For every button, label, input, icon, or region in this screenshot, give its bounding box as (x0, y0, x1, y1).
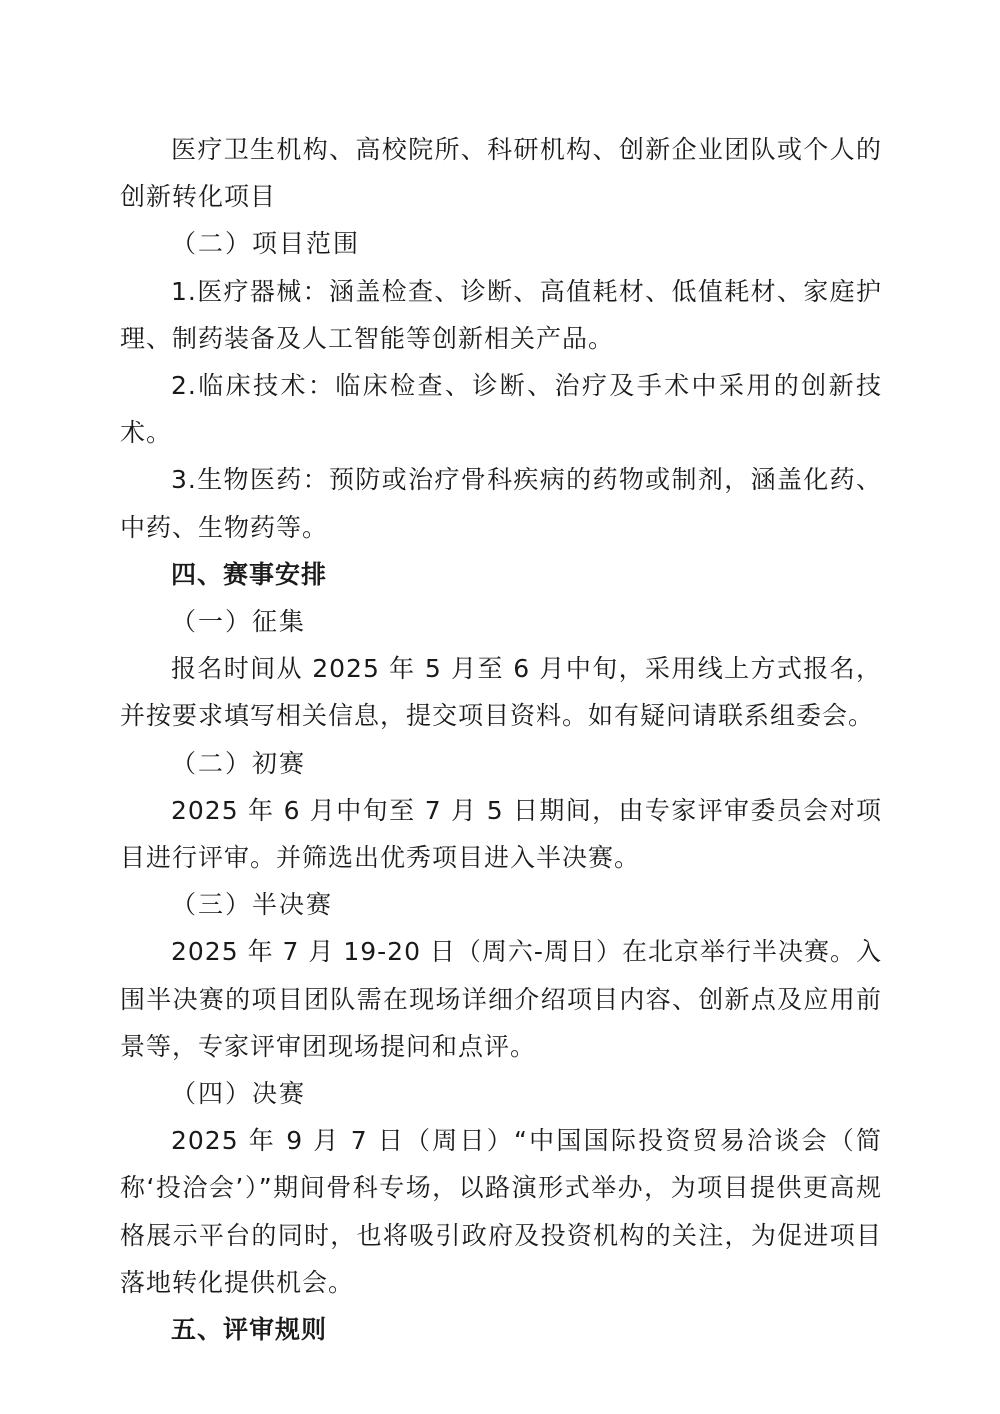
subheading-project-scope: （二）项目范围 (171, 229, 361, 259)
paragraph-medical-devices: 1.医疗器械：涵盖检查、诊断、高值耗材、低值耗材、家庭护理、制药装备及人工智能等创新相关产品。 (120, 276, 882, 353)
heading-review-rules: 五、评审规则 (171, 1315, 328, 1345)
subheading-final: （四）决赛 (171, 1079, 307, 1109)
subheading-preliminary: （二）初赛 (171, 748, 307, 778)
subheading-semifinal: （三）半决赛 (171, 890, 334, 920)
document-body (120, 126, 882, 1353)
paragraph-clinical-technology: 2.临床技术：临床检查、诊断、治疗及手术中采用的创新技术。 (120, 371, 882, 448)
paragraph-semifinal: 2025 年 7 月 19-20 日（周六-周日）在北京举行半决赛。入围半决赛的项目团队需在现场详细介绍项目内容、创新点及应用前景等，专家评审团现场提问和点评。 (120, 937, 882, 1061)
subheading-collection: （一）征集 (171, 607, 307, 637)
heading-schedule: 四、赛事安排 (171, 559, 328, 589)
paragraph-preliminary-review: 2025 年 6 月中旬至 7 月 5 日期间，由专家评审委员会对项目进行评审。并筛选出优秀项目进入半决赛。 (120, 795, 882, 873)
paragraph-registration: 报名时间从 2025 年 5 月至 6 月中旬，采用线上方式报名，并按要求填写相关信息，提交项目资料。如有疑问请联系组委会。 (120, 654, 882, 731)
paragraph-applicants: 医疗卫生机构、高校院所、科研机构、创新企业团队或个人的创新转化项目 (120, 135, 882, 212)
paragraph-final: 2025 年 9 月 7 日（周日）“中国国际投资贸易洽谈会（简称‘投洽会’）”期间骨科专场，以路演形式举办，为项目提供更高规格展示平台的同时，也将吸引政府及投资机构的关注，为促进项目落地转化提供机会。 (120, 1126, 882, 1297)
paragraph-biomedicine: 3.生物医药：预防或治疗骨科疾病的药物或制剂，涵盖化药、中药、生物药等。 (120, 465, 882, 542)
